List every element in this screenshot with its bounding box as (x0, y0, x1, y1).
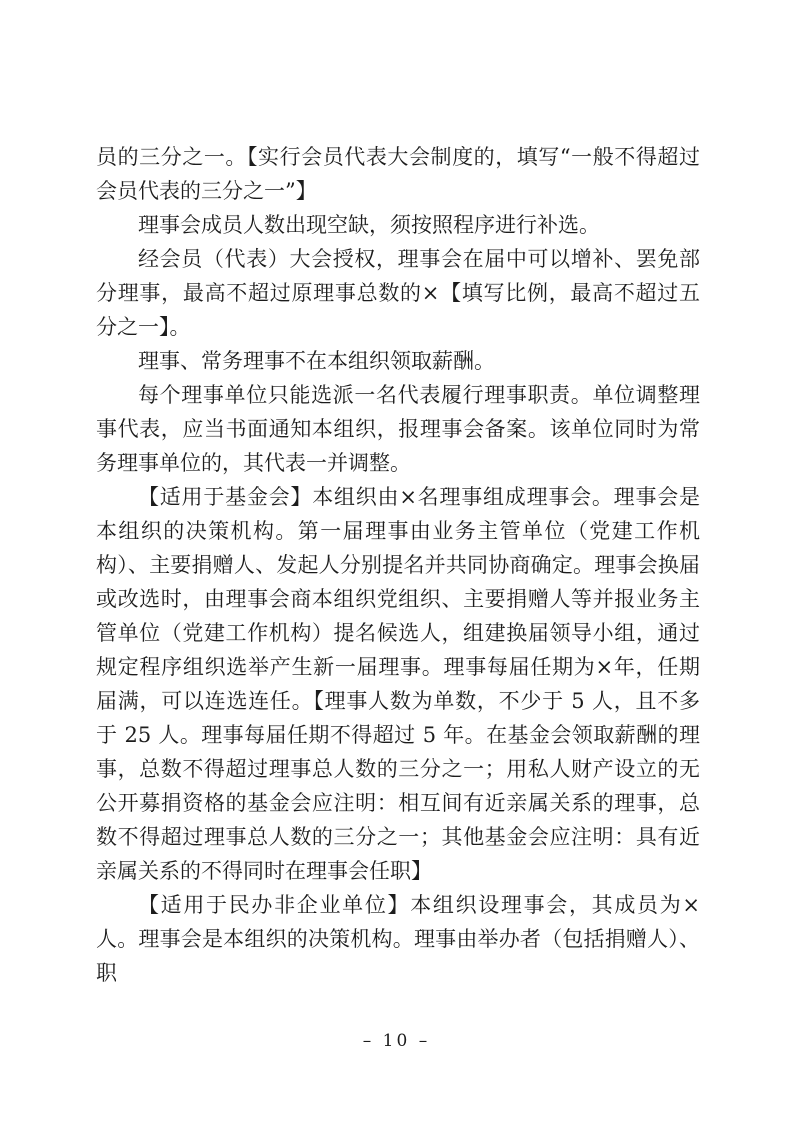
page-number: – 10 – (362, 1031, 431, 1051)
paragraph: 每个理事单位只能选派一名代表履行理事职责。单位调整理事代表，应当书面通知本组织，报理事会备案。该单位同时为常务理事单位的，其代表一并调整。 (96, 383, 700, 475)
page-footer (0, 1031, 793, 1051)
paragraph-private-nonenterprise-clause: 【适用于民办非企业单位】本组织设理事会，其成员为×人。理事会是本组织的决策机构。理事由举办者（包括捐赠人）、职 (96, 893, 700, 985)
paragraph-foundation-clause: 【适用于基金会】本组织由×名理事组成理事会。理事会是本组织的决策机构。第一届理事由业务主管单位（党建工作机构）、主要捐赠人、发起人分别提名并共同协商确定。理事会换届或改选时，由理事会商本组织党组织、主要捐赠人等并报业务主管单位（党建工作机构）提名候选人，组建换届领导小组，通过规定程序组织选举产生新一届理事。理事每届任期为×年，任期届满，可以连选连任。【理事人数为单数，不少于 5 人，且不多于 25 人。理事每届任期不得超过 5 年。在基金会领取薪酬的理事，总数不得超过理事总人数的三分之一；用私人财产设立的无公开募捐资格的基金会应注明：相互间有近亲属关系的理事，总数不得超过理事总人数的三分之一；其他基金会应注明：具有近亲属关系的不得同时在理事会任职】 (96, 485, 700, 883)
document-body (96, 140, 700, 990)
paragraph: 理事、常务理事不在本组织领取薪酬。 (138, 349, 495, 373)
paragraph: 经会员（代表）大会授权，理事会在届中可以增补、罢免部分理事，最高不超过原理事总数的×【填写比例，最高不超过五分之一】。 (96, 247, 700, 339)
paragraph-continuation: 员的三分之一。【实行会员代表大会制度的，填写“一般不得超过会员代表的三分之一”】 (96, 145, 700, 203)
paragraph: 理事会成员人数出现空缺，须按照程序进行补选。 (138, 213, 600, 237)
